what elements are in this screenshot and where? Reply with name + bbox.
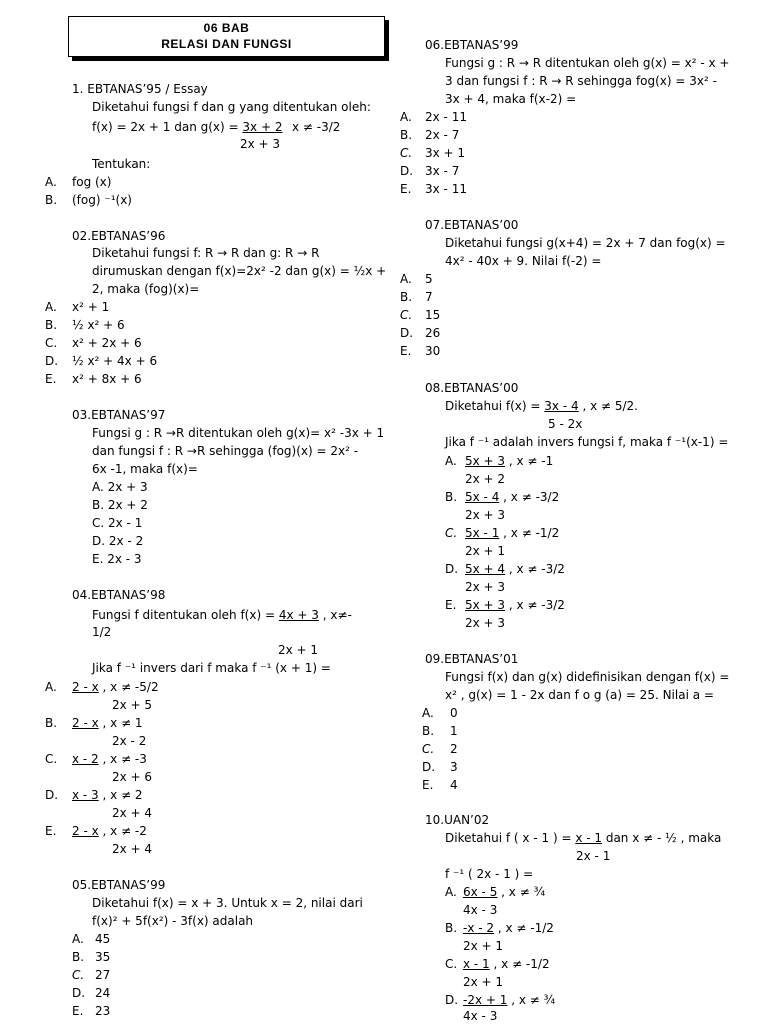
q8-option-numerator: 5x + 4: [465, 562, 506, 576]
q5-line1: Diketahui f(x) = x + 3. Untuk x = 2, nilai dari: [92, 896, 363, 910]
q6-option-text: 3x - 11: [425, 182, 467, 196]
q2-line1: Diketahui fungsi f: R → R dan g: R → R: [92, 246, 320, 260]
q4-fraction-denominator: 2x + 1: [278, 643, 319, 657]
q5-option-label: D.: [72, 986, 86, 1000]
q8-option-numerator: 5x + 3: [465, 598, 506, 612]
q1-fraction-denominator: 2x + 3: [240, 137, 281, 151]
q10-option-denominator: 2x + 1: [463, 939, 504, 953]
q10-option-numerator: -x - 2: [463, 921, 495, 935]
q8-option: [465, 490, 559, 504]
q8-option-denominator: 2x + 3: [465, 508, 506, 522]
q1-condition: x ≠ -3/2: [292, 120, 341, 134]
q1-option-a: fog (x): [72, 175, 112, 189]
q10-option: [463, 921, 554, 935]
q10-option-numerator: x - 1: [463, 957, 490, 971]
q1-line1: Diketahui fungsi f dan g yang ditentukan oleh:: [92, 100, 371, 114]
q10-option: [463, 885, 545, 899]
q1-option-a-label: A.: [45, 175, 57, 189]
q10-option-denominator: 2x + 1: [463, 975, 504, 989]
q3-option: B. 2x + 2: [92, 498, 148, 512]
q8-option-denominator: 2x + 1: [465, 544, 506, 558]
q9-option-label: A.: [422, 706, 434, 720]
q10-option-label: C.: [445, 957, 458, 971]
q4-title: 04.EBTANAS’98: [72, 588, 166, 602]
q7-line1: Diketahui fungsi g(x+4) = 2x + 7 dan fog(x) =: [445, 236, 726, 250]
q8-option-condition: , x ≠ -3/2: [499, 490, 560, 504]
q8-option-denominator: 2x + 3: [465, 580, 506, 594]
q4-option-denominator: 2x - 2: [112, 734, 147, 748]
q2-option-text: x² + 2x + 6: [72, 336, 142, 350]
q1-line2: [92, 120, 282, 134]
q4-line2: 1/2: [92, 625, 112, 639]
q6-line1: Fungsi g : R → R ditentukan oleh g(x) = x² - x +: [445, 56, 730, 70]
q6-option-label: E.: [400, 182, 412, 196]
q10-option-numerator: -2x + 1: [463, 993, 508, 1007]
q8-option-numerator: 5x + 3: [465, 454, 506, 468]
q3-option: A. 2x + 3: [92, 480, 148, 494]
q4-option-denominator: 2x + 6: [112, 770, 153, 784]
q2-option-text: x² + 1: [72, 300, 110, 314]
chapter-number: 06 BAB: [203, 21, 250, 35]
q10-option-denominator: 4x - 3: [463, 1009, 498, 1023]
q3-option: E. 2x - 3: [92, 552, 142, 566]
q7-option-label: D.: [400, 326, 414, 340]
q4-option-numerator: 2 - x: [72, 824, 99, 838]
q8-option-denominator: 2x + 3: [465, 616, 506, 630]
q7-option-label: B.: [400, 290, 413, 304]
q8-fraction-numerator: 3x - 4: [544, 399, 579, 413]
q9-option-label: C.: [422, 742, 435, 756]
q10-option-denominator: 4x - 3: [463, 903, 498, 917]
q7-option-label: C.: [400, 308, 413, 322]
q10-option: [463, 957, 550, 971]
q1-option-b: (fog) ⁻¹(x): [72, 193, 132, 207]
q4-option-numerator: x - 3: [72, 788, 99, 802]
q10-line1: [445, 831, 721, 845]
q9-option-text: 3: [450, 760, 458, 774]
chapter-title: RELASI DAN FUNGSI: [161, 37, 292, 51]
q10-option-label: B.: [445, 921, 458, 935]
q5-title: 05.EBTANAS’99: [72, 878, 166, 892]
q4-option-condition: , x ≠ -5/2: [98, 680, 159, 694]
q8-option-label: E.: [445, 598, 457, 612]
q4-option-condition: , x ≠ -3: [98, 752, 147, 766]
q6-line3: 3x + 4, maka f(x-2) =: [445, 92, 577, 106]
q2-line3: 2, maka (fog)(x)=: [92, 282, 200, 296]
q9-line2: x² , g(x) = 1 - 2x dan f o g (a) = 25. Nilai a =: [445, 688, 714, 702]
q2-option-label: C.: [45, 336, 58, 350]
q8-option-label: C.: [445, 526, 458, 540]
q6-line2: 3 dan fungsi f : R → R sehingga fog(x) = 3x² -: [445, 74, 717, 88]
q2-option-text: ½ x² + 6: [72, 318, 125, 332]
q4-condition: , x≠-: [318, 608, 352, 622]
q7-line2: 4x² - 40x + 9. Nilai f(-2) =: [445, 254, 602, 268]
q4-option-numerator: 2 - x: [72, 680, 99, 694]
q9-line1: Fungsi f(x) dan g(x) didefinisikan dengan f(x) =: [445, 670, 730, 684]
q8-option-label: D.: [445, 562, 459, 576]
q8-condition: , x ≠ 5/2.: [578, 399, 638, 413]
q10-line2: f ⁻¹ ( 2x - 1 ) =: [445, 867, 534, 881]
q4-option-condition: , x ≠ -2: [98, 824, 147, 838]
q2-option-label: E.: [45, 372, 57, 386]
q8-option-condition: , x ≠ -3/2: [505, 562, 565, 576]
q6-option-label: A.: [400, 110, 412, 124]
q2-option-label: B.: [45, 318, 58, 332]
q5-option-text: 45: [95, 932, 111, 946]
q8-option-label: A.: [445, 454, 457, 468]
q8-title: 08.EBTANAS’00: [425, 381, 519, 395]
q4-option: [72, 788, 143, 802]
q3-option: C. 2x - 1: [92, 516, 143, 530]
q7-title: 07.EBTANAS’00: [425, 218, 519, 232]
q10-option-condition: , x ≠ -1/2: [494, 921, 554, 935]
q5-option-label: E.: [72, 1004, 84, 1018]
q1-line2-text: f(x) = 2x + 1 dan g(x) =: [92, 120, 243, 134]
q9-option-label: B.: [422, 724, 435, 738]
q4-option-numerator: 2 - x: [72, 716, 99, 730]
q1-title: 1. EBTANAS’95 / Essay: [72, 82, 208, 96]
q10-option-condition: , x ≠ ¾: [507, 993, 556, 1007]
chapter-header: [68, 16, 385, 57]
q6-option-label: C.: [400, 146, 413, 160]
q8-option: [465, 562, 565, 576]
q2-line2: dirumuskan dengan f(x)=2x² -2 dan g(x) = ½x +: [92, 264, 387, 278]
q5-option-label: C.: [72, 968, 85, 982]
q8-line1-text: Diketahui f(x) =: [445, 399, 545, 413]
q7-option-text: 15: [425, 308, 441, 322]
q5-option-text: 35: [95, 950, 111, 964]
q6-option-label: B.: [400, 128, 413, 142]
q4-option-condition: , x ≠ 2: [98, 788, 143, 802]
q9-option-text: 0: [450, 706, 458, 720]
q4-option: [72, 824, 147, 838]
q8-option-denominator: 2x + 2: [465, 472, 506, 486]
q10-condition: dan x ≠ - ½ , maka: [602, 831, 722, 845]
q4-option: [72, 752, 147, 766]
q6-option-text: 3x + 1: [425, 146, 466, 160]
q1-line4: Tentukan:: [92, 157, 151, 171]
q10-line1-text: Diketahui f ( x - 1 ) =: [445, 831, 576, 845]
q7-option-label: A.: [400, 272, 412, 286]
q8-option: [465, 598, 565, 612]
q4-line1-text: Fungsi f ditentukan oleh f(x) =: [92, 608, 279, 622]
q6-option-text: 2x - 11: [425, 110, 467, 124]
q10-option-label: D.: [445, 993, 459, 1007]
q3-title: 03.EBTANAS’97: [72, 408, 166, 422]
q4-line3: Jika f ⁻¹ invers dari f maka f ⁻¹ (x + 1) =: [92, 661, 331, 675]
q4-fraction-numerator: 4x + 3: [278, 608, 319, 622]
q9-option-text: 2: [450, 742, 458, 756]
q3-option: D. 2x - 2: [92, 534, 144, 548]
q8-line1: [445, 399, 638, 413]
q5-option-text: 24: [95, 986, 111, 1000]
q4-option-numerator: x - 2: [72, 752, 99, 766]
q8-option-condition: , x ≠ -1/2: [499, 526, 560, 540]
q8-option-condition: , x ≠ -3/2: [505, 598, 565, 612]
q10-fraction-denominator: 2x - 1: [576, 849, 611, 863]
q6-option-label: D.: [400, 164, 414, 178]
q6-option-text: 3x - 7: [425, 164, 460, 178]
q9-title: 09.EBTANAS’01: [425, 652, 519, 666]
q10-option-condition: , x ≠ ¾: [497, 885, 546, 899]
q4-option-label: A.: [45, 680, 57, 694]
q9-option-label: D.: [422, 760, 436, 774]
q4-option-condition: , x ≠ 1: [98, 716, 143, 730]
q10-option-condition: , x ≠ -1/2: [489, 957, 550, 971]
q9-option-text: 1: [450, 724, 458, 738]
q3-line1: Fungsi g : R →R ditentukan oleh g(x)= x² -3x + 1: [92, 426, 385, 440]
q10-option-label: A.: [445, 885, 457, 899]
q10-fraction-numerator: x - 1: [575, 831, 603, 845]
q1-fraction-numerator: 3x + 2: [242, 120, 283, 134]
q4-option-label: D.: [45, 788, 59, 802]
q2-option-label: A.: [45, 300, 57, 314]
q4-option-denominator: 2x + 4: [112, 806, 153, 820]
q8-option: [465, 454, 553, 468]
q6-option-text: 2x - 7: [425, 128, 460, 142]
q8-fraction-denominator: 5 - 2x: [548, 417, 583, 431]
q4-option-label: B.: [45, 716, 58, 730]
q8-option-condition: , x ≠ -1: [505, 454, 554, 468]
q7-option-text: 5: [425, 272, 433, 286]
q3-line3: 6x -1, maka f(x)=: [92, 462, 198, 476]
q4-option: [72, 680, 159, 694]
q8-option: [465, 526, 559, 540]
q8-line2: Jika f ⁻¹ adalah invers fungsi f, maka f ⁻¹(x-1) =: [445, 435, 729, 449]
q5-option-label: A.: [72, 932, 84, 946]
q9-option-text: 4: [450, 778, 458, 792]
q7-option-text: 7: [425, 290, 433, 304]
q10-title: 10.UAN’02: [425, 813, 490, 827]
q2-option-text: ½ x² + 4x + 6: [72, 354, 158, 368]
q4-line1: [92, 608, 352, 622]
q6-title: 06.EBTANAS’99: [425, 38, 519, 52]
q5-option-text: 23: [95, 1004, 111, 1018]
q5-line2: f(x)² + 5f(x²) - 3f(x) adalah: [92, 914, 254, 928]
q2-option-label: D.: [45, 354, 59, 368]
q4-option-label: C.: [45, 752, 58, 766]
q4-option-label: E.: [45, 824, 57, 838]
q7-option-text: 30: [425, 344, 441, 358]
q5-option-text: 27: [95, 968, 111, 982]
q2-title: 02.EBTANAS’96: [72, 229, 166, 243]
q1-option-b-label: B.: [45, 193, 58, 207]
q7-option-label: E.: [400, 344, 412, 358]
q4-option-denominator: 2x + 5: [112, 698, 153, 712]
q5-option-label: B.: [72, 950, 85, 964]
q8-option-label: B.: [445, 490, 458, 504]
q10-option-numerator: 6x - 5: [463, 885, 498, 899]
q10-option: [463, 993, 555, 1007]
q8-option-numerator: 5x - 1: [465, 526, 500, 540]
q4-option-denominator: 2x + 4: [112, 842, 153, 856]
q8-option-numerator: 5x - 4: [465, 490, 500, 504]
q4-option: [72, 716, 143, 730]
q9-option-label: E.: [422, 778, 434, 792]
q3-line2: dan fungsi f : R →R sehingga (fog)(x) = 2x² -: [92, 444, 359, 458]
q7-option-text: 26: [425, 326, 441, 340]
q2-option-text: x² + 8x + 6: [72, 372, 142, 386]
